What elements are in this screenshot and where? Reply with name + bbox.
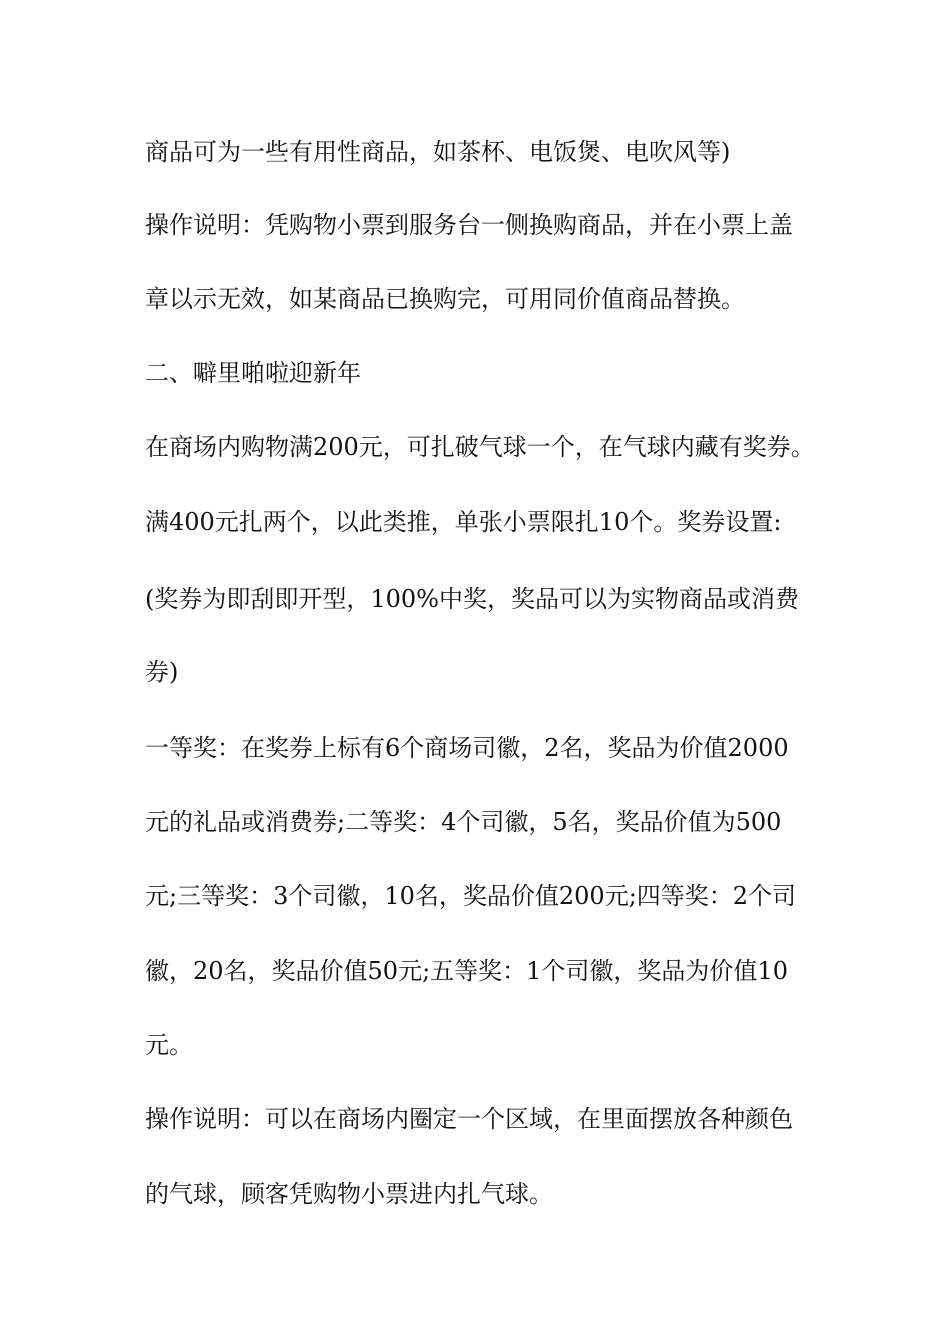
text-line: 章以示无效，如某商品已换购完，可用同价值商品替换。 [145,285,745,313]
text-line: 元的礼品或消费券;二等奖：4个司徽，5名，奖品价值为500 [145,808,782,836]
text-line: 操作说明：凭购物小票到服务台一侧换购商品，并在小票上盖 [145,211,793,239]
text-line: 元。 [145,1031,193,1059]
text-line: 操作说明：可以在商场内圈定一个区域，在里面摆放各种颜色 [145,1105,793,1133]
text-line: 的气球，顾客凭购物小票进内扎气球。 [145,1180,553,1208]
text-line: 券) [145,658,179,686]
section-heading: 二、噼里啪啦迎新年 [145,359,361,387]
text-line: 在商场内购物满200元，可扎破气球一个，在气球内藏有奖券。 [145,433,815,461]
text-line: 一等奖：在奖券上标有6个商场司徽，2名，奖品为价值2000 [145,734,789,762]
text-line: 徽，20名，奖品价值50元;五等奖：1个司徽，奖品为价值10 [145,957,788,985]
text-line: 元;三等奖：3个司徽，10名，奖品价值200元;四等奖：2个司 [145,882,797,910]
text-line: 商品可为一些有用性商品，如茶杯、电饭煲、电吹风等) [145,138,731,166]
text-line: (奖券为即刮即开型，100%中奖，奖品可以为实物商品或消费 [145,585,799,613]
text-line: 满400元扎两个，以此类推，单张小票限扎10个。奖券设置: [145,508,782,536]
